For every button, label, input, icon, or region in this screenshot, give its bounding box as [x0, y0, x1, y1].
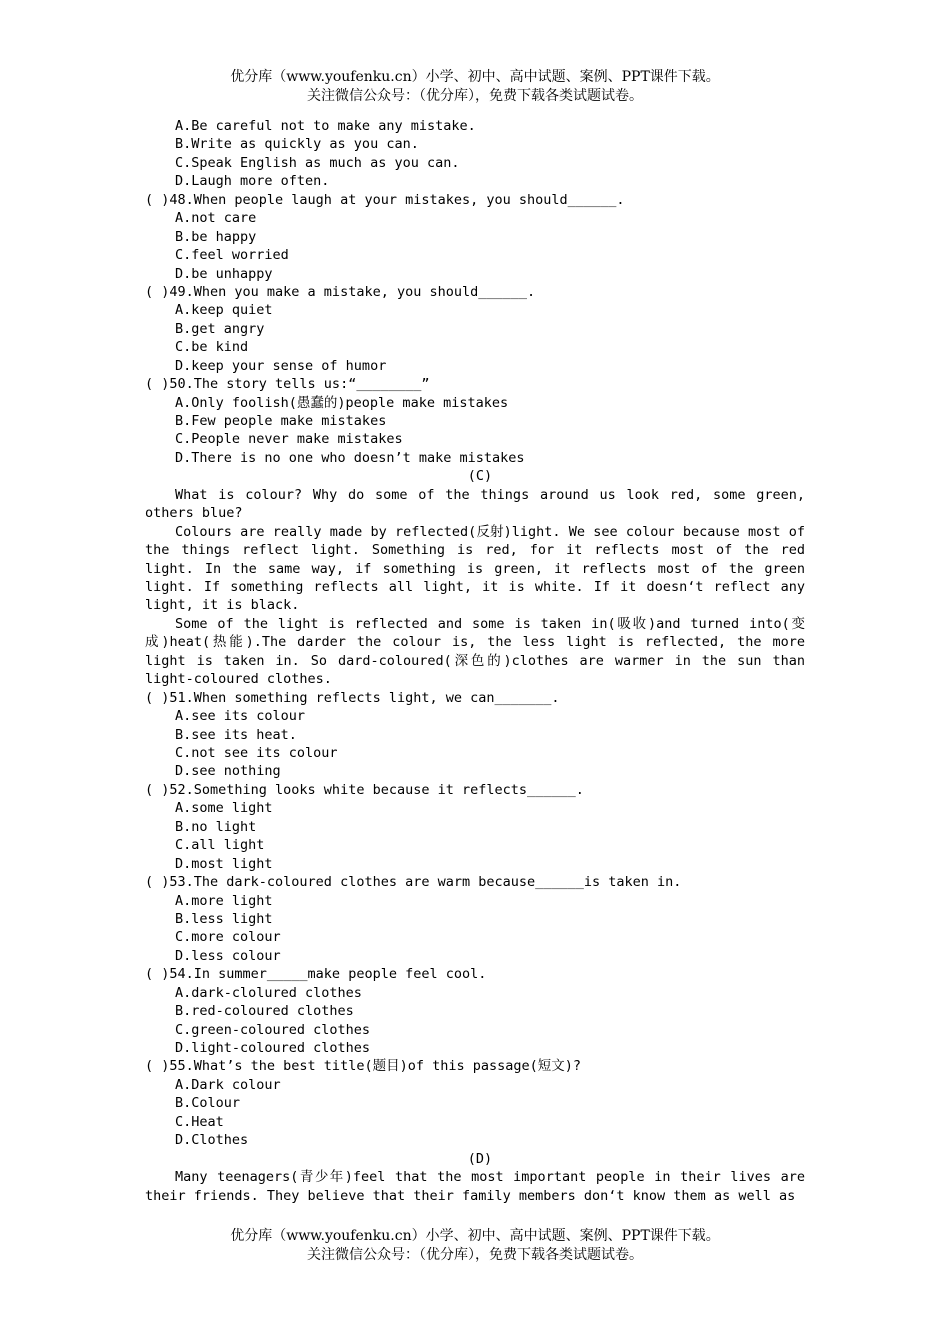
- q52-option-c: C.all light: [175, 837, 265, 854]
- section-d-title: (D): [467, 1150, 493, 1167]
- header-line-2: 关注微信公众号：（优分库），免费下载各类试题试卷。: [307, 88, 643, 104]
- q51-option-c: C.not see its colour: [175, 745, 338, 762]
- q52-stem: ( )52.Something looks white because it reflects______.: [145, 781, 584, 798]
- q50-stem: ( )50.The story tells us:“________”: [145, 376, 430, 393]
- section-c-paragraph-2: Colours are really made by reflected(反射)light. We see colour because most of the things reflect light. Something is red, for it reflects most of the red light. In the same way, if something is green, it reflects most of the green light. If something reflects all light, it is white. If it doesn‘t reflect any light, it is black.: [145, 523, 805, 614]
- q53-stem: ( )53.The dark-coloured clothes are warm because______is taken in.: [145, 874, 682, 891]
- q49-option-b: B.get angry: [175, 320, 265, 337]
- q49-stem: ( )49.When you make a mistake, you should______.: [145, 283, 536, 300]
- q51-option-b: B.see its heat.: [175, 726, 297, 743]
- q49-option-c: C.be kind: [175, 339, 249, 356]
- section-c-paragraph-1: What is colour? Why do some of the things around us look red, some green, others blue?: [145, 486, 805, 522]
- q53-option-c: C.more colour: [175, 929, 281, 946]
- q55-option-c: C.Heat: [175, 1113, 224, 1130]
- q55-option-b: B.Colour: [175, 1095, 241, 1112]
- q48-option-a: A.not care: [175, 210, 257, 227]
- document-body: [145, 117, 815, 1205]
- q50-option-d: D.There is no one who doesn’t make mistakes: [175, 449, 525, 466]
- section-d-paragraph-1: Many teenagers(青少年)feel that the most important people in their lives are their friends. They believe that their family members don‘t know them as well as: [145, 1169, 805, 1204]
- q51-stem: ( )51.When something reflects light, we can_______.: [145, 689, 560, 706]
- q48-option-d: D.be unhappy: [175, 265, 273, 282]
- q55-option-a: A.Dark colour: [175, 1076, 281, 1093]
- q53-option-a: A.more light: [175, 892, 273, 909]
- q48-option-b: B.be happy: [175, 228, 257, 245]
- q49-option-a: A.keep quiet: [175, 302, 273, 319]
- q55-stem: ( )55.What’s the best title(题目)of this passage(短文)?: [145, 1058, 582, 1075]
- header-line-1: 优分库（www.youfenku.cn）小学、初中、高中试题、案例、PPT课件下载。: [230, 69, 720, 85]
- q50-option-b: B.Few people make mistakes: [175, 413, 387, 429]
- section-c-paragraph-3: Some of the light is reflected and some is taken in(吸收)and turned into(变成)heat(热能).The darder the colour is, the less light is reflected, the more light is taken in. So dard-coloured(深色的)clothes are warmer in the sun than light-coloured clothes.: [145, 615, 805, 688]
- q47-option-a: A.Be careful not to make any mistake.: [175, 118, 476, 134]
- q54-option-a: A.dark-clolured clothes: [175, 984, 362, 1001]
- q48-stem: ( )48.When people laugh at your mistakes, you should______.: [145, 191, 625, 208]
- q54-stem: ( )54.In summer_____make people feel cool.: [145, 966, 487, 983]
- q47-option-c: C.Speak English as much as you can.: [175, 154, 460, 171]
- page-header: [0, 68, 950, 106]
- footer-line-1: 优分库（www.youfenku.cn）小学、初中、高中试题、案例、PPT课件下载。: [230, 1228, 720, 1244]
- footer-line-2: 关注微信公众号：（优分库），免费下载各类试题试卷。: [307, 1247, 643, 1263]
- page-footer: [0, 1227, 950, 1265]
- q47-option-d: D.Laugh more often.: [175, 173, 330, 190]
- q53-option-d: D.less colour: [175, 947, 281, 964]
- q54-option-c: C.green-coloured clothes: [175, 1021, 371, 1038]
- q53-option-b: B.less light: [175, 910, 273, 927]
- q54-option-d: D.light-coloured clothes: [175, 1040, 371, 1057]
- q48-option-c: C.feel worried: [175, 247, 289, 264]
- q55-option-d: D.Clothes: [175, 1132, 249, 1149]
- q52-option-b: B.no light: [175, 818, 257, 835]
- q50-option-a: A.Only foolish(愚蠢的)people make mistakes: [175, 394, 509, 411]
- q51-option-a: A.see its colour: [175, 708, 306, 725]
- q52-option-a: A.some light: [175, 800, 273, 817]
- section-c-title: (C): [467, 468, 493, 485]
- q50-option-c: C.People never make mistakes: [175, 431, 403, 448]
- q49-option-d: D.keep your sense of humor: [175, 357, 387, 374]
- q54-option-b: B.red-coloured clothes: [175, 1003, 354, 1020]
- q52-option-d: D.most light: [175, 855, 273, 872]
- q51-option-d: D.see nothing: [175, 763, 281, 780]
- q47-option-b: B.Write as quickly as you can.: [175, 136, 419, 153]
